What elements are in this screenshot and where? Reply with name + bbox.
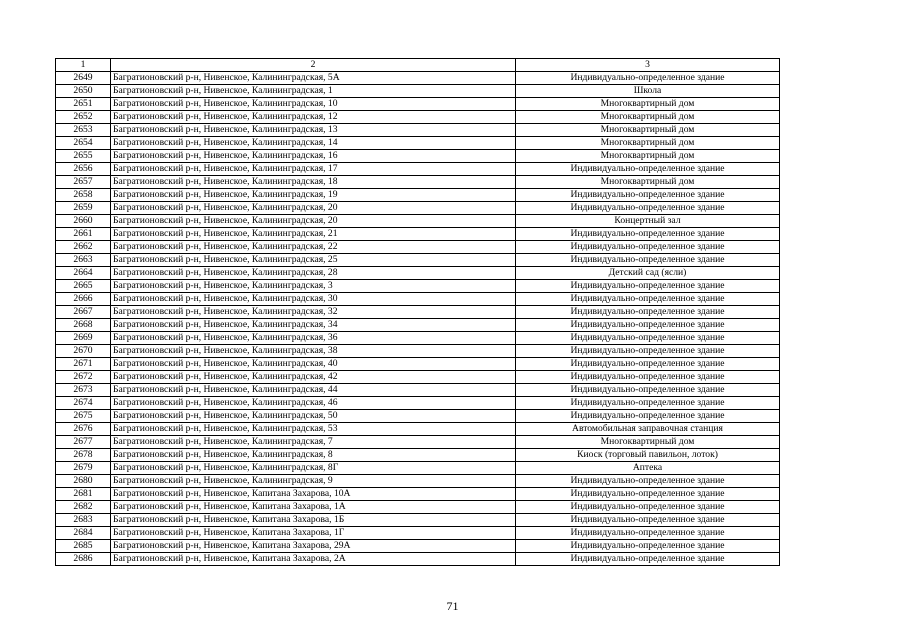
address-cell: Багратионовский р-н, Нивенское, Калининградская, 44 [111,384,516,397]
building-type-cell: Индивидуально-определенное здание [516,553,780,566]
table-row [56,436,780,449]
address-cell: Багратионовский р-н, Нивенское, Калининградская, 5А [111,72,516,85]
table-row [56,150,780,163]
address-cell: Багратионовский р-н, Нивенское, Калининградская, 40 [111,358,516,371]
address-cell: Багратионовский р-н, Нивенское, Капитана Захарова, 1Г [111,527,516,540]
address-cell: Багратионовский р-н, Нивенское, Калининградская, 9 [111,475,516,488]
row-number-cell: 2685 [56,540,111,553]
building-type-cell: Многоквартирный дом [516,436,780,449]
address-cell: Багратионовский р-н, Нивенское, Калининградская, 20 [111,202,516,215]
address-cell: Багратионовский р-н, Нивенское, Капитана Захарова, 1Б [111,514,516,527]
table-row [56,475,780,488]
row-number-cell: 2678 [56,449,111,462]
row-number-cell: 2656 [56,163,111,176]
table-row [56,397,780,410]
row-number-cell: 2667 [56,306,111,319]
register-table [55,58,780,566]
building-type-cell: Индивидуально-определенное здание [516,501,780,514]
building-type-cell: Индивидуально-определенное здание [516,254,780,267]
table-row [56,553,780,566]
row-number-cell: 2673 [56,384,111,397]
table-row [56,176,780,189]
row-number-cell: 2686 [56,553,111,566]
table-header-row [56,59,780,72]
address-cell: Багратионовский р-н, Нивенское, Капитана Захарова, 10А [111,488,516,501]
page-number: 71 [446,599,459,613]
address-cell: Багратионовский р-н, Нивенское, Капитана Захарова, 29А [111,540,516,553]
row-number-cell: 2650 [56,85,111,98]
address-cell: Багратионовский р-н, Нивенское, Калининградская, 17 [111,163,516,176]
building-type-cell: Индивидуально-определенное здание [516,72,780,85]
building-type-cell: Индивидуально-определенное здание [516,293,780,306]
building-type-cell: Индивидуально-определенное здание [516,202,780,215]
table-row [56,540,780,553]
building-type-cell: Индивидуально-определенное здание [516,241,780,254]
table-row [56,98,780,111]
row-number-cell: 2677 [56,436,111,449]
building-type-cell: Многоквартирный дом [516,150,780,163]
address-cell: Багратионовский р-н, Нивенское, Калининградская, 3 [111,280,516,293]
table-row [56,384,780,397]
building-type-cell: Многоквартирный дом [516,124,780,137]
row-number-cell: 2674 [56,397,111,410]
building-type-cell: Киоск (торговый павильон, лоток) [516,449,780,462]
address-cell: Багратионовский р-н, Нивенское, Капитана Захарова, 1А [111,501,516,514]
table-row [56,228,780,241]
table-row [56,267,780,280]
header-col-3: 3 [516,59,780,72]
address-cell: Багратионовский р-н, Нивенское, Калининградская, 7 [111,436,516,449]
table-row [56,215,780,228]
building-type-cell: Индивидуально-определенное здание [516,306,780,319]
building-type-cell: Индивидуально-определенное здание [516,163,780,176]
building-type-cell: Индивидуально-определенное здание [516,540,780,553]
row-number-cell: 2655 [56,150,111,163]
building-type-cell: Индивидуально-определенное здание [516,319,780,332]
table-row [56,488,780,501]
address-cell: Багратионовский р-н, Нивенское, Калининградская, 42 [111,371,516,384]
address-cell: Багратионовский р-н, Нивенское, Калининградская, 50 [111,410,516,423]
address-cell: Багратионовский р-н, Нивенское, Калининградская, 46 [111,397,516,410]
building-type-cell: Индивидуально-определенное здание [516,371,780,384]
row-number-cell: 2669 [56,332,111,345]
address-cell: Багратионовский р-н, Нивенское, Калининградская, 19 [111,189,516,202]
row-number-cell: 2676 [56,423,111,436]
address-cell: Багратионовский р-н, Нивенское, Калининградская, 34 [111,319,516,332]
table-row [56,124,780,137]
row-number-cell: 2680 [56,475,111,488]
table-row [56,462,780,475]
header-col-2: 2 [111,59,516,72]
address-cell: Багратионовский р-н, Нивенское, Калининградская, 8Г [111,462,516,475]
building-type-cell: Индивидуально-определенное здание [516,280,780,293]
row-number-cell: 2671 [56,358,111,371]
building-type-cell: Школа [516,85,780,98]
building-type-cell: Концертный зал [516,215,780,228]
table-row [56,189,780,202]
table-row [56,514,780,527]
table-body [56,72,780,566]
table-row [56,332,780,345]
table-row [56,241,780,254]
row-number-cell: 2658 [56,189,111,202]
building-type-cell: Аптека [516,462,780,475]
row-number-cell: 2682 [56,501,111,514]
building-type-cell: Индивидуально-определенное здание [516,345,780,358]
address-cell: Багратионовский р-н, Нивенское, Калининградская, 36 [111,332,516,345]
table-row [56,527,780,540]
row-number-cell: 2649 [56,72,111,85]
building-type-cell: Индивидуально-определенное здание [516,488,780,501]
row-number-cell: 2651 [56,98,111,111]
building-type-cell: Индивидуально-определенное здание [516,475,780,488]
table-row [56,254,780,267]
address-cell: Багратионовский р-н, Нивенское, Калининградская, 30 [111,293,516,306]
row-number-cell: 2664 [56,267,111,280]
row-number-cell: 2665 [56,280,111,293]
row-number-cell: 2653 [56,124,111,137]
address-cell: Багратионовский р-н, Нивенское, Калининградская, 13 [111,124,516,137]
building-type-cell: Автомобильная заправочная станция [516,423,780,436]
table-row [56,137,780,150]
table-row [56,358,780,371]
row-number-cell: 2663 [56,254,111,267]
row-number-cell: 2657 [56,176,111,189]
table-row [56,72,780,85]
address-cell: Багратионовский р-н, Нивенское, Калининградская, 20 [111,215,516,228]
header-col-1: 1 [56,59,111,72]
table-row [56,306,780,319]
address-cell: Багратионовский р-н, Нивенское, Калининградская, 25 [111,254,516,267]
building-type-cell: Индивидуально-определенное здание [516,358,780,371]
row-number-cell: 2684 [56,527,111,540]
address-cell: Багратионовский р-н, Нивенское, Калининградская, 21 [111,228,516,241]
address-cell: Багратионовский р-н, Нивенское, Калининградская, 18 [111,176,516,189]
table-row [56,345,780,358]
address-cell: Багратионовский р-н, Нивенское, Калининградская, 53 [111,423,516,436]
building-type-cell: Индивидуально-определенное здание [516,527,780,540]
row-number-cell: 2683 [56,514,111,527]
row-number-cell: 2679 [56,462,111,475]
address-cell: Багратионовский р-н, Нивенское, Калининградская, 10 [111,98,516,111]
building-type-cell: Индивидуально-определенное здание [516,397,780,410]
address-cell: Багратионовский р-н, Нивенское, Калининградская, 1 [111,85,516,98]
address-cell: Багратионовский р-н, Нивенское, Капитана Захарова, 2А [111,553,516,566]
row-number-cell: 2681 [56,488,111,501]
table-row [56,319,780,332]
table-row [56,410,780,423]
row-number-cell: 2659 [56,202,111,215]
building-type-cell: Многоквартирный дом [516,98,780,111]
building-type-cell: Индивидуально-определенное здание [516,410,780,423]
table-row [56,85,780,98]
row-number-cell: 2652 [56,111,111,124]
address-cell: Багратионовский р-н, Нивенское, Калининградская, 14 [111,137,516,150]
building-type-cell: Индивидуально-определенное здание [516,228,780,241]
row-number-cell: 2660 [56,215,111,228]
building-type-cell: Индивидуально-определенное здание [516,384,780,397]
address-cell: Багратионовский р-н, Нивенское, Калининградская, 32 [111,306,516,319]
row-number-cell: 2672 [56,371,111,384]
address-cell: Багратионовский р-н, Нивенское, Калининградская, 38 [111,345,516,358]
building-type-cell: Индивидуально-определенное здание [516,332,780,345]
address-cell: Багратионовский р-н, Нивенское, Калининградская, 12 [111,111,516,124]
table-row [56,293,780,306]
address-cell: Багратионовский р-н, Нивенское, Калининградская, 28 [111,267,516,280]
table-row [56,163,780,176]
table-row [56,371,780,384]
table-row [56,202,780,215]
building-type-cell: Многоквартирный дом [516,137,780,150]
table-row [56,423,780,436]
table-row [56,280,780,293]
row-number-cell: 2670 [56,345,111,358]
row-number-cell: 2661 [56,228,111,241]
table-row [56,449,780,462]
building-type-cell: Индивидуально-определенное здание [516,189,780,202]
row-number-cell: 2654 [56,137,111,150]
row-number-cell: 2675 [56,410,111,423]
address-cell: Багратионовский р-н, Нивенское, Калининградская, 16 [111,150,516,163]
row-number-cell: 2668 [56,319,111,332]
building-type-cell: Многоквартирный дом [516,176,780,189]
building-type-cell: Индивидуально-определенное здание [516,514,780,527]
table-row [56,111,780,124]
row-number-cell: 2662 [56,241,111,254]
table-row [56,501,780,514]
address-cell: Багратионовский р-н, Нивенское, Калининградская, 8 [111,449,516,462]
row-number-cell: 2666 [56,293,111,306]
address-cell: Багратионовский р-н, Нивенское, Калининградская, 22 [111,241,516,254]
building-type-cell: Многоквартирный дом [516,111,780,124]
building-type-cell: Детский сад (ясли) [516,267,780,280]
